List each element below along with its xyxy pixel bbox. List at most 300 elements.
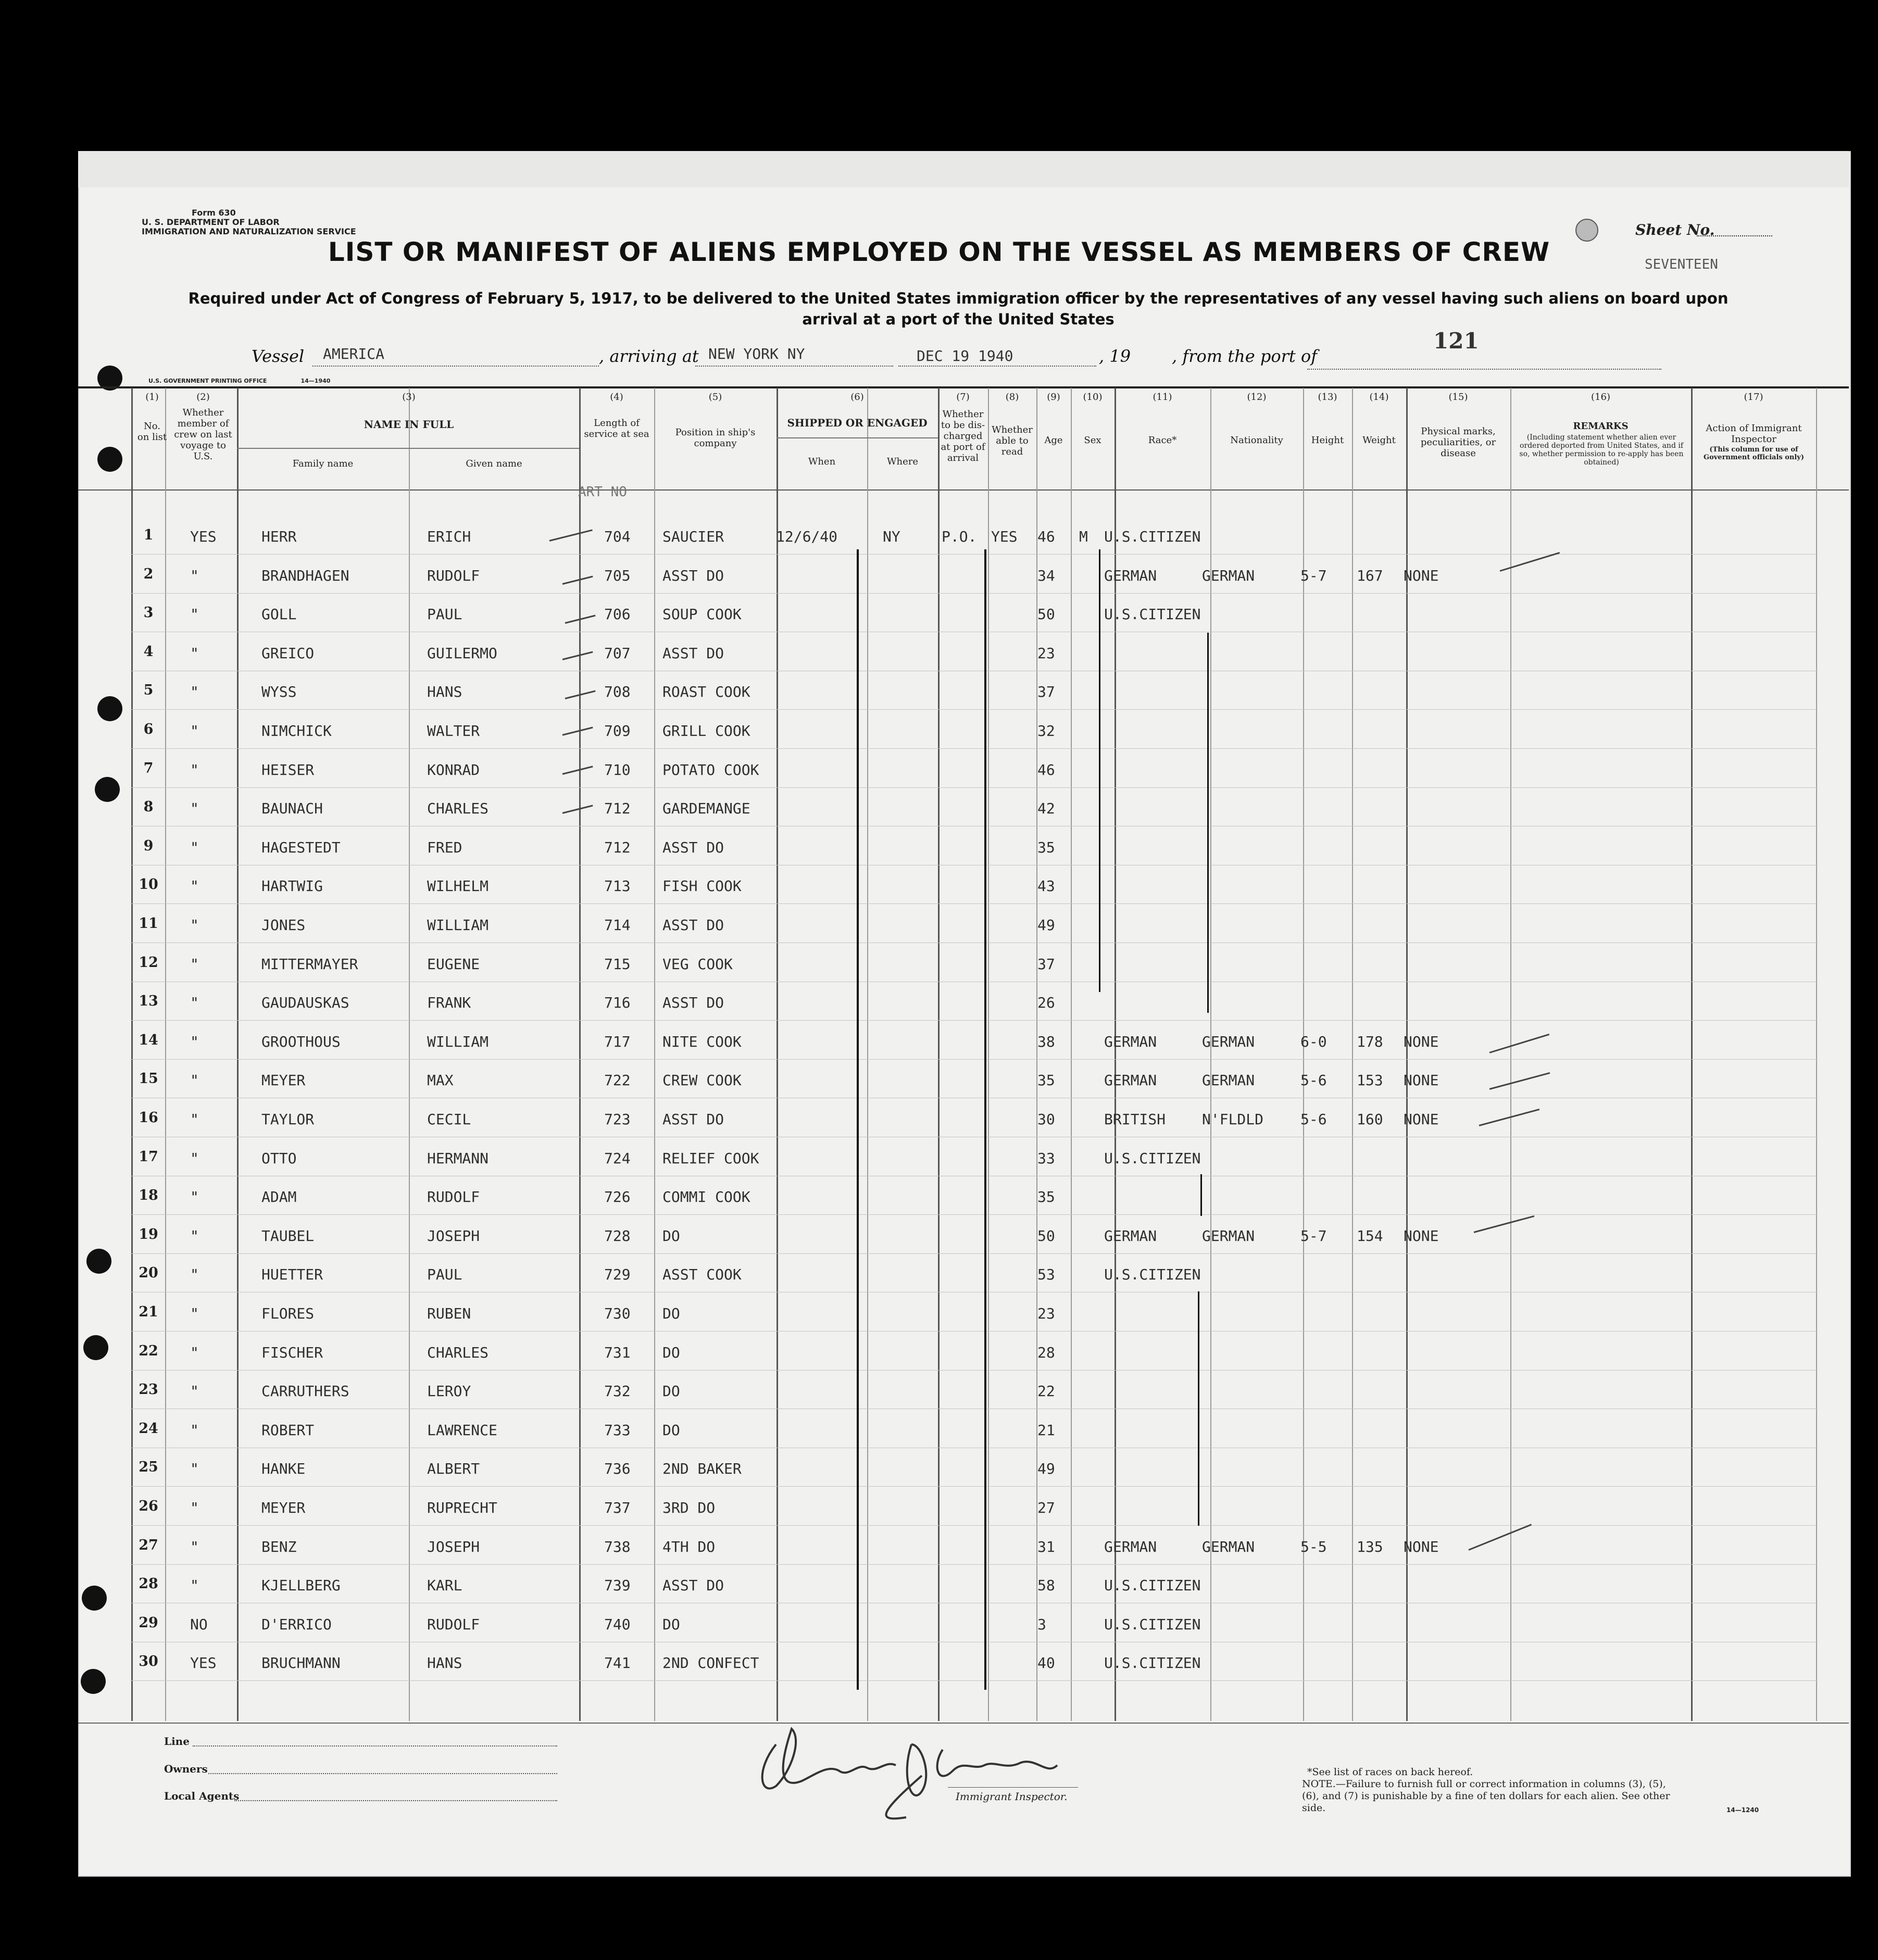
cell-marks: NONE <box>1404 1538 1439 1555</box>
cell-race: U.S.CITIZEN <box>1104 1615 1201 1633</box>
row-number: 4 <box>143 643 154 660</box>
colhead-14: Weight <box>1362 435 1396 446</box>
cell-age: 42 <box>1037 800 1055 818</box>
cell-age: 43 <box>1037 877 1055 895</box>
cell-family: BRUCHMANN <box>261 1654 341 1672</box>
row-divider <box>130 709 1818 710</box>
cell-family: OTTO <box>261 1149 297 1167</box>
page-title: LIST OR MANIFEST OF ALIENS EMPLOYED ON THE VESSEL AS MEMBERS OF CREW <box>328 237 1550 267</box>
col-divider <box>165 388 166 1721</box>
cell-family: KJELLBERG <box>261 1577 341 1594</box>
cell-height: 5-7 <box>1300 1227 1327 1245</box>
printer-line: U.S. GOVERNMENT PRINTING OFFICE 14—1940 <box>148 378 331 384</box>
col-divider <box>867 388 868 1721</box>
cell-family: HANKE <box>261 1460 306 1478</box>
cell-family: CARRUTHERS <box>261 1383 349 1400</box>
row-divider <box>130 554 1818 555</box>
cell-age: 22 <box>1037 1383 1055 1400</box>
cell-prev: " <box>190 1460 199 1478</box>
cell-service: 712 <box>604 838 631 856</box>
cell-given: EUGENE <box>427 955 480 973</box>
row-number: 20 <box>139 1265 158 1281</box>
row-divider <box>130 903 1818 904</box>
row-divider <box>130 1564 1818 1565</box>
row-number: 5 <box>143 682 154 699</box>
cell-age: 46 <box>1037 528 1055 545</box>
cell-race: U.S.CITIZEN <box>1104 606 1201 623</box>
colnum-3: (3) <box>402 392 416 403</box>
cell-position: DO <box>662 1343 680 1361</box>
inspector-signature <box>745 1713 1068 1828</box>
colhead-11: Race* <box>1148 435 1177 446</box>
cell-height: 6-0 <box>1300 1033 1327 1050</box>
colnum-10: (10) <box>1083 392 1103 403</box>
row-number: 7 <box>143 760 154 776</box>
cell-service: 717 <box>604 1033 631 1050</box>
cell-age: 28 <box>1037 1343 1055 1361</box>
colnum-2: (2) <box>196 392 210 403</box>
colnum-14: (14) <box>1369 392 1389 403</box>
cell-given: CHARLES <box>427 800 489 818</box>
cell-position: VEG COOK <box>662 955 733 973</box>
cell-prev: YES <box>190 528 217 545</box>
cell-service: 731 <box>604 1343 631 1361</box>
cell-service: 704 <box>604 528 631 545</box>
cell-race: U.S.CITIZEN <box>1104 1149 1201 1167</box>
row-divider <box>130 1486 1818 1487</box>
cell-family: MEYER <box>261 1072 306 1089</box>
colhead-9: Age <box>1044 435 1063 446</box>
header-top-rule <box>78 386 1849 388</box>
footer-notes <box>1302 1766 1677 1814</box>
row-number: 12 <box>139 954 158 971</box>
colhead-10: Sex <box>1084 435 1101 446</box>
colnum-17: (17) <box>1744 392 1763 403</box>
punch-hole <box>95 777 120 802</box>
cell-height: 5-6 <box>1300 1072 1327 1089</box>
cell-prev: " <box>190 1033 199 1050</box>
year-label: , 19 <box>1099 346 1131 366</box>
cell-family: HARTWIG <box>261 877 323 895</box>
cell-given: PAUL <box>427 1266 462 1284</box>
row-number: 19 <box>139 1226 158 1242</box>
cell-family: D'ERRICO <box>261 1615 332 1633</box>
cell-given: WILLIAM <box>427 916 489 934</box>
cell-nationality: GERMAN <box>1202 1538 1255 1555</box>
row-number: 23 <box>139 1381 158 1398</box>
cell-service: 730 <box>604 1305 631 1322</box>
cell-service: 706 <box>604 606 631 623</box>
col-divider <box>1691 388 1693 1721</box>
cell-prev: NO <box>190 1615 208 1633</box>
art-no-label: ART NO <box>578 484 627 500</box>
cell-age: 50 <box>1037 1227 1055 1245</box>
colhead-6: SHIPPED OR ENGAGED <box>787 417 928 429</box>
cell-position: DO <box>662 1383 680 1400</box>
agency-line: U. S. DEPARTMENT OF LABOR <box>142 217 280 227</box>
colnum-11: (11) <box>1153 392 1172 403</box>
sheet-no-label: Sheet No. <box>1635 221 1715 238</box>
cell-service: 729 <box>604 1266 631 1284</box>
cell-given: WILHELM <box>427 877 489 895</box>
cell-age: 58 <box>1037 1577 1055 1594</box>
colhead-7: Whether to be dis-charged at port of arrival <box>941 409 985 463</box>
cell-age: 35 <box>1037 1188 1055 1206</box>
cell-family: BENZ <box>261 1538 297 1555</box>
page-subtitle: Required under Act of Congress of February 5, 1917, to be delivered to the United States immigration officer by the representatives of any vessel having such aliens on board upon arrival at a port of the United States <box>188 290 1729 328</box>
cell-service: 736 <box>604 1460 631 1478</box>
cell-weight: 178 <box>1357 1033 1383 1050</box>
form-number: Form 630 <box>192 208 236 218</box>
port-field-line <box>695 366 893 367</box>
cell-age: 31 <box>1037 1538 1055 1555</box>
cell-given: WALTER <box>427 722 480 739</box>
cell-race: GERMAN <box>1104 1538 1157 1555</box>
colhead-17-sub: (This column for use of Government officials only) <box>1703 446 1804 461</box>
col-divider <box>938 388 940 1721</box>
cell-age: 26 <box>1037 994 1055 1012</box>
sheet-no-value: SEVENTEEN <box>1645 257 1718 272</box>
cell-given: GUILERMO <box>427 644 497 662</box>
cell-family: GOLL <box>261 606 297 623</box>
cell-age: 34 <box>1037 567 1055 584</box>
colhead-given: Given name <box>466 458 522 469</box>
cell-position: ASST COOK <box>662 1266 742 1284</box>
row-divider <box>130 787 1818 788</box>
cell-service: 728 <box>604 1227 631 1245</box>
colhead-when: When <box>808 456 836 467</box>
col-divider <box>777 388 778 1721</box>
cell-position: DO <box>662 1227 680 1245</box>
cell-position: ASST DO <box>662 994 724 1012</box>
cell-race: U.S.CITIZEN <box>1104 528 1201 545</box>
col-divider <box>1115 388 1116 1721</box>
colhead-family: Family name <box>292 458 354 469</box>
sheet-no-line <box>1697 235 1772 236</box>
fine-note: NOTE.—Failure to furnish full or correct information in columns (3), (5), (6), and (7) is punishable by a fine of ten dollars for each alien. See other side. <box>1302 1778 1670 1814</box>
agents-field <box>234 1800 557 1801</box>
cell-position: GRILL COOK <box>662 722 750 739</box>
colnum-8: (8) <box>1005 392 1019 403</box>
cell-sex: M <box>1079 528 1088 545</box>
cell-prev: " <box>190 1227 199 1245</box>
cell-family: HUETTER <box>261 1266 323 1284</box>
colhead-16-sub: (Including statement whether alien ever ordered deported from United States, and if so, whether permission to re-apply has been obtained) <box>1519 433 1684 467</box>
cell-weight: 153 <box>1357 1072 1383 1089</box>
cell-service: 741 <box>604 1654 631 1672</box>
colhead-3: NAME IN FULL <box>364 418 454 431</box>
shipped-subheader-rule <box>777 437 938 438</box>
cell-race: U.S.CITIZEN <box>1104 1577 1201 1594</box>
page-number: 121 <box>1433 328 1479 354</box>
row-divider <box>130 1370 1818 1371</box>
cell-nationality: N'FLDLD <box>1202 1111 1264 1128</box>
row-divider <box>130 1059 1818 1060</box>
row-number: 8 <box>143 799 154 815</box>
cell-given: RUDOLF <box>427 567 480 584</box>
cell-age: 35 <box>1037 838 1055 856</box>
col-divider <box>237 388 239 1721</box>
row-divider <box>130 1680 1818 1681</box>
colhead-17: Action of Immigrant Inspector <box>1706 423 1802 445</box>
colhead-5: Position in ship's company <box>675 427 756 449</box>
ditto-line-discharged <box>984 549 986 1690</box>
cell-family: FISCHER <box>261 1343 323 1361</box>
row-number: 15 <box>139 1071 158 1087</box>
row-number: 10 <box>139 876 158 893</box>
cell-given: LAWRENCE <box>427 1421 497 1439</box>
cell-family: GROOTHOUS <box>261 1033 341 1050</box>
cell-prev: " <box>190 1149 199 1167</box>
cell-given: CECIL <box>427 1111 471 1128</box>
cell-height: 5-5 <box>1300 1538 1327 1555</box>
cell-given: ALBERT <box>427 1460 480 1478</box>
colhead-15: Physical marks, peculiarities, or disease <box>1420 426 1496 459</box>
cell-service: 722 <box>604 1072 631 1089</box>
cell-age: 3 <box>1037 1615 1046 1633</box>
cell-age: 38 <box>1037 1033 1055 1050</box>
col-divider <box>1303 388 1304 1721</box>
punch-hole <box>83 1335 108 1360</box>
cell-height: 5-6 <box>1300 1111 1327 1128</box>
cell-given: HANS <box>427 1654 462 1672</box>
cell-service: 733 <box>604 1421 631 1439</box>
cell-service: 712 <box>604 800 631 818</box>
row-divider <box>130 1214 1818 1215</box>
cell-position: DO <box>662 1421 680 1439</box>
from-port-label: , from the port of <box>1172 346 1318 366</box>
cell-service: 716 <box>604 994 631 1012</box>
cell-given: FRED <box>427 838 462 856</box>
row-divider <box>130 1253 1818 1254</box>
cell-age: 53 <box>1037 1266 1055 1284</box>
row-divider <box>130 1525 1818 1526</box>
row-number: 9 <box>143 837 154 854</box>
cell-when: 12/6/40 <box>776 528 838 545</box>
owners-label: Owners <box>164 1763 208 1775</box>
cell-prev: " <box>190 838 199 856</box>
line-label: Line <box>164 1735 190 1748</box>
row-number: 28 <box>139 1576 158 1592</box>
punch-hole <box>82 1586 107 1611</box>
inspector-line <box>948 1787 1078 1788</box>
row-divider <box>130 1020 1818 1021</box>
cell-nationality: GERMAN <box>1202 1072 1255 1089</box>
cell-service: 740 <box>604 1615 631 1633</box>
cell-family: GAUDAUSKAS <box>261 994 349 1012</box>
cell-age: 46 <box>1037 761 1055 778</box>
col-divider <box>1036 388 1037 1721</box>
colhead-2: Whether member of crew on last voyage to U.S. <box>174 407 232 462</box>
cell-prev: " <box>190 1111 199 1128</box>
punch-hole <box>97 696 122 721</box>
cell-service: 705 <box>604 567 631 584</box>
cell-given: ERICH <box>427 528 471 545</box>
row-number: 6 <box>143 721 154 737</box>
races-note: *See list of races on back hereof. <box>1307 1766 1473 1778</box>
cell-prev: " <box>190 606 199 623</box>
row-number: 14 <box>139 1032 158 1048</box>
colhead-12: Nationality <box>1230 435 1283 446</box>
cell-family: NIMCHICK <box>261 722 332 739</box>
cell-service: 723 <box>604 1111 631 1128</box>
row-number: 22 <box>139 1342 158 1359</box>
cell-prev: " <box>190 877 199 895</box>
cell-position: ASST DO <box>662 644 724 662</box>
header-bottom-rule <box>78 489 1849 491</box>
row-number: 11 <box>139 915 158 932</box>
cell-service: 710 <box>604 761 631 778</box>
cell-family: HERR <box>261 528 297 545</box>
punch-hole <box>86 1249 111 1274</box>
cell-given: FRANK <box>427 994 471 1012</box>
cell-position: ROAST COOK <box>662 683 750 701</box>
cell-weight: 135 <box>1357 1538 1383 1555</box>
colnum-9: (9) <box>1047 392 1060 403</box>
colnum-12: (12) <box>1247 392 1267 403</box>
cell-family: TAYLOR <box>261 1111 315 1128</box>
cell-position: POTATO COOK <box>662 761 759 778</box>
cell-prev: " <box>190 916 199 934</box>
cell-given: RUPRECHT <box>427 1499 497 1516</box>
cell-family: HAGESTEDT <box>261 838 341 856</box>
colhead-16: REMARKS <box>1573 421 1629 432</box>
cell-service: 714 <box>604 916 631 934</box>
col-divider <box>1510 388 1511 1721</box>
cell-position: ASST DO <box>662 1577 724 1594</box>
cell-nationality: GERMAN <box>1202 1227 1255 1245</box>
cell-prev: " <box>190 1577 199 1594</box>
col-divider <box>1071 388 1072 1721</box>
cell-age: 23 <box>1037 1305 1055 1322</box>
owners-field <box>208 1773 557 1774</box>
row-number: 26 <box>139 1498 158 1514</box>
col-divider <box>131 388 133 1721</box>
cell-given: CHARLES <box>427 1343 489 1361</box>
cell-family: JONES <box>261 916 306 934</box>
colhead-8: Whether able to read <box>992 424 1033 457</box>
cell-position: GARDEMANGE <box>662 800 750 818</box>
col-divider <box>579 388 581 1721</box>
cell-position: FISH COOK <box>662 877 742 895</box>
cell-prev: " <box>190 683 199 701</box>
row-number: 27 <box>139 1537 158 1553</box>
cell-given: HANS <box>427 683 462 701</box>
punch-hole <box>97 447 122 472</box>
cell-position: COMMI COOK <box>662 1188 750 1206</box>
agents-label: Local Agents <box>164 1790 240 1802</box>
cell-family: BAUNACH <box>261 800 323 818</box>
cell-given: LEROY <box>427 1383 471 1400</box>
cell-prev: " <box>190 1383 199 1400</box>
ditto-line-when <box>857 549 859 1690</box>
cell-given: KONRAD <box>427 761 480 778</box>
cell-age: 40 <box>1037 1654 1055 1672</box>
cell-race: U.S.CITIZEN <box>1104 1266 1201 1284</box>
col-divider <box>1352 388 1353 1721</box>
cell-prev: " <box>190 800 199 818</box>
cell-marks: NONE <box>1404 1111 1439 1128</box>
cell-prev: " <box>190 1072 199 1089</box>
ditto-line-race <box>1198 1291 1199 1526</box>
cell-given: JOSEPH <box>427 1227 480 1245</box>
row-number: 2 <box>143 566 154 582</box>
cell-given: WILLIAM <box>427 1033 489 1050</box>
cell-service: 724 <box>604 1149 631 1167</box>
cell-family: ADAM <box>261 1188 297 1206</box>
cell-position: CREW COOK <box>662 1072 742 1089</box>
ditto-line-sex <box>1099 549 1100 992</box>
bottom-form-code: 14—1240 <box>1726 1806 1759 1814</box>
cell-race: GERMAN <box>1104 1033 1157 1050</box>
row-number: 1 <box>143 527 154 543</box>
cell-family: MITTERMAYER <box>261 955 358 973</box>
col-divider <box>1406 388 1408 1721</box>
cell-prev: " <box>190 567 199 584</box>
cell-age: 33 <box>1037 1149 1055 1167</box>
service-line: IMMIGRATION AND NATURALIZATION SERVICE <box>142 227 356 236</box>
cell-service: 709 <box>604 722 631 739</box>
name-subheader-rule <box>237 448 579 449</box>
cell-race: GERMAN <box>1104 1227 1157 1245</box>
colhead-4: Length of service at sea <box>584 418 649 439</box>
cell-age: 23 <box>1037 644 1055 662</box>
form-agency-block <box>142 208 356 236</box>
cell-position: SOUP COOK <box>662 606 742 623</box>
colnum-15: (15) <box>1448 392 1468 403</box>
cell-marks: NONE <box>1404 1033 1439 1050</box>
punch-hole <box>81 1669 106 1694</box>
cell-given: RUBEN <box>427 1305 471 1322</box>
cell-service: 715 <box>604 955 631 973</box>
arriving-port: NEW YORK NY <box>708 345 805 362</box>
row-number: 25 <box>139 1459 158 1476</box>
cell-given: RUDOLF <box>427 1615 480 1633</box>
cell-age: 49 <box>1037 916 1055 934</box>
cell-service: 713 <box>604 877 631 895</box>
cell-service: 726 <box>604 1188 631 1206</box>
row-number: 3 <box>143 605 154 621</box>
cell-read: YES <box>991 528 1018 545</box>
cell-position: DO <box>662 1305 680 1322</box>
cell-prev: " <box>190 1188 199 1206</box>
cell-prev: " <box>190 761 199 778</box>
cell-prev: " <box>190 994 199 1012</box>
cell-age: 35 <box>1037 1072 1055 1089</box>
colnum-13: (13) <box>1318 392 1337 403</box>
cell-height: 5-7 <box>1300 567 1327 584</box>
row-number: 24 <box>139 1420 158 1437</box>
cell-family: BRANDHAGEN <box>261 567 349 584</box>
col-divider <box>654 388 655 1721</box>
cell-weight: 160 <box>1357 1111 1383 1128</box>
cell-prev: " <box>190 1538 199 1555</box>
vessel-label: Vessel <box>252 346 305 366</box>
col-divider <box>409 388 410 1721</box>
arriving-label: , arriving at <box>599 346 699 366</box>
cell-given: PAUL <box>427 606 462 623</box>
row-number: 29 <box>139 1614 158 1631</box>
cell-marks: NONE <box>1404 1227 1439 1245</box>
cell-position: SAUCIER <box>662 528 724 545</box>
inspector-label: Immigrant Inspector. <box>956 1790 1068 1803</box>
cell-race: GERMAN <box>1104 567 1157 584</box>
cell-family: TAUBEL <box>261 1227 315 1245</box>
cell-where: NY <box>883 528 900 545</box>
row-number: 17 <box>139 1148 158 1165</box>
vessel-name: AMERICA <box>323 345 385 362</box>
cell-service: 708 <box>604 683 631 701</box>
